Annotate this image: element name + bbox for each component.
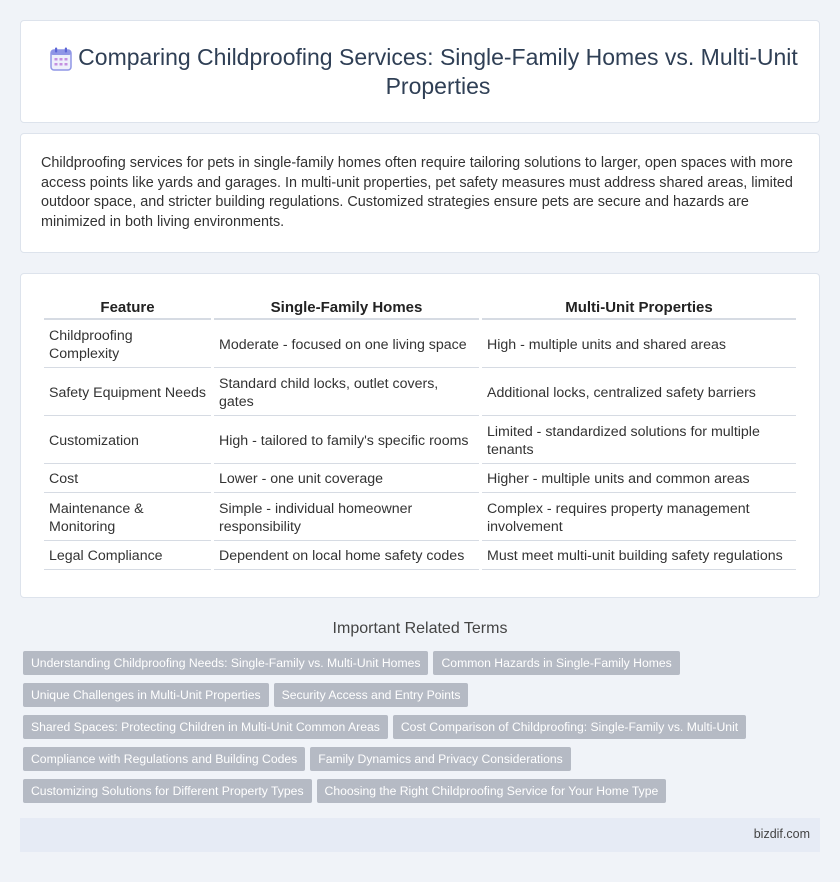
table-cell: Additional locks, centralized safety barriers [482, 370, 796, 416]
table-row [44, 543, 796, 570]
related-term-tag[interactable]: Compliance with Regulations and Building Codes [23, 747, 305, 771]
table-cell: Customization [44, 418, 211, 464]
footer-site-link[interactable]: bizdif.com [753, 827, 810, 841]
table-cell: Simple - individual homeowner responsibility [214, 495, 479, 541]
related-term-tag[interactable]: Family Dynamics and Privacy Considerations [310, 747, 571, 771]
intro-card [20, 133, 820, 253]
table-cell: Dependent on local home safety codes [214, 543, 479, 570]
table-cell: Legal Compliance [44, 543, 211, 570]
table-cell: Higher - multiple units and common areas [482, 466, 796, 493]
table-cell: High - tailored to family's specific rooms [214, 418, 479, 464]
column-header-single-family: Single-Family Homes [214, 296, 479, 320]
related-terms-heading: Important Related Terms [332, 620, 508, 637]
table-cell: Cost [44, 466, 211, 493]
page-title: Comparing Childproofing Services: Single-Family Homes vs. Multi-Unit Properties [78, 44, 798, 99]
table-row [44, 418, 796, 464]
table-header-row [44, 296, 796, 320]
related-term-tag[interactable]: Cost Comparison of Childproofing: Single-Family vs. Multi-Unit [393, 715, 746, 739]
related-term-tag[interactable]: Common Hazards in Single-Family Homes [433, 651, 679, 675]
comparison-table [41, 294, 799, 572]
column-header-multi-unit: Multi-Unit Properties [482, 296, 796, 320]
column-header-feature: Feature [44, 296, 211, 320]
table-cell: Moderate - focused on one living space [214, 322, 479, 368]
table-cell: High - multiple units and shared areas [482, 322, 796, 368]
comparison-table-card [20, 273, 820, 598]
related-term-tag[interactable]: Choosing the Right Childproofing Service for Your Home Type [317, 779, 667, 803]
table-row [44, 370, 796, 416]
table-cell: Limited - standardized solutions for multiple tenants [482, 418, 796, 464]
related-terms-list [23, 651, 823, 811]
table-cell: Standard child locks, outlet covers, gates [214, 370, 479, 416]
table-cell: Must meet multi-unit building safety regulations [482, 543, 796, 570]
table-cell: Childproofing Complexity [44, 322, 211, 368]
table-cell: Lower - one unit coverage [214, 466, 479, 493]
table-cell: Safety Equipment Needs [44, 370, 211, 416]
intro-paragraph: Childproofing services for pets in single-family homes often require tailoring solutions to larger, open spaces with more access points like yards and garages. In multi-unit properties, pet safety measures must address shared areas, limited outdoor space, and stricter building regulations. Customized strategies ensure pets are secure and hazards are minimized in both living environments. [41, 155, 793, 230]
title-card [20, 20, 820, 123]
related-term-tag[interactable]: Unique Challenges in Multi-Unit Properties [23, 683, 269, 707]
table-cell: Complex - requires property management involvement [482, 495, 796, 541]
table-cell: Maintenance & Monitoring [44, 495, 211, 541]
related-term-tag[interactable]: Security Access and Entry Points [274, 683, 469, 707]
related-term-tag[interactable]: Shared Spaces: Protecting Children in Multi-Unit Common Areas [23, 715, 388, 739]
related-term-tag[interactable]: Customizing Solutions for Different Property Types [23, 779, 312, 803]
footer [20, 818, 820, 852]
table-row [44, 322, 796, 368]
related-term-tag[interactable]: Understanding Childproofing Needs: Single-Family vs. Multi-Unit Homes [23, 651, 428, 675]
table-row [44, 466, 796, 493]
table-row [44, 495, 796, 541]
